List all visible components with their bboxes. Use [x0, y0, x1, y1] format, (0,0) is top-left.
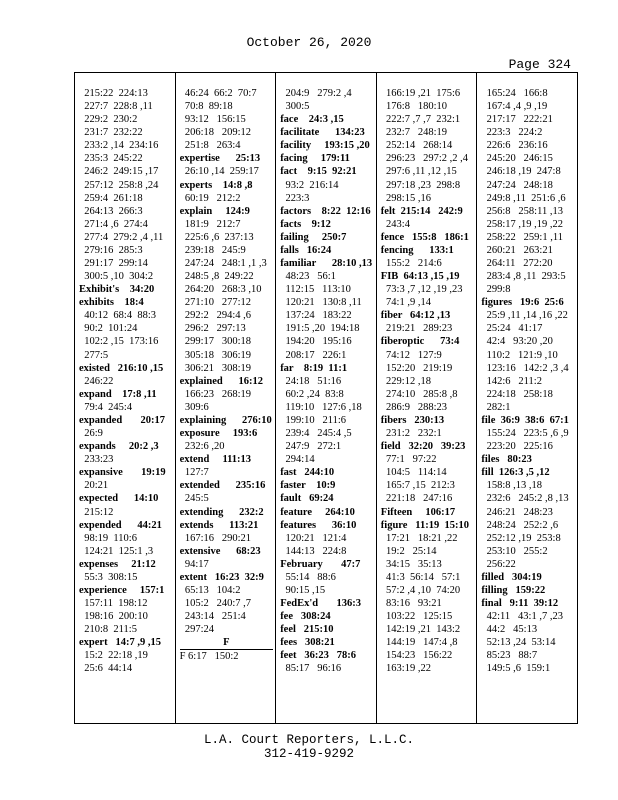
index-entry-line: 155:24 223:5 ,6 ,9 — [481, 428, 569, 440]
index-entry-headword: expertise 25:13 — [179, 153, 261, 165]
index-entry-line: 226:6 236:16 — [481, 140, 548, 152]
index-entry-line: 298:15 ,16 — [380, 192, 431, 204]
index-entry-line: 144:13 224:8 — [280, 545, 347, 557]
index-entry-headword: fact 9:15 92:21 — [280, 166, 357, 178]
index-entry-line: 252:14 268:14 — [380, 140, 453, 152]
index-entry-line: 248:5 ,8 249:22 — [179, 271, 254, 283]
index-entry-line: 243:14 251:4 — [179, 611, 246, 623]
index-entry-line: 48:23 56:1 — [280, 271, 336, 283]
index-entry-headword: filled 304:19 — [481, 571, 542, 583]
index-entry-headword: fault 69:24 — [280, 493, 334, 505]
index-entry-line: 26:9 — [79, 428, 103, 440]
index-entry-line: 94:17 — [179, 558, 209, 570]
index-entry-line: 60:2 ,24 83:8 — [280, 388, 344, 400]
index-column-4 — [376, 73, 477, 723]
index-entry-line: 70:8 89:18 — [179, 101, 233, 113]
index-entry-line: 271:10 277:12 — [179, 297, 252, 309]
index-entry-headword: feet 36:23 78:6 — [280, 650, 356, 662]
index-entry-headword: figures 19:6 25:6 — [481, 297, 564, 309]
index-entry-headword: exposure 193:6 — [179, 428, 258, 440]
index-entry-headword: file 36:9 38:6 67:1 — [481, 414, 569, 426]
index-entry-line: 41:3 56:14 57:1 — [380, 571, 461, 583]
index-entry-line: 215:12 — [79, 506, 114, 518]
index-column-3 — [275, 73, 376, 723]
index-entry-line: 104:5 114:14 — [380, 467, 447, 479]
index-entry-line: 176:8 180:10 — [380, 101, 447, 113]
index-entry-line: 225:6 ,6 237:13 — [179, 231, 254, 243]
index-entry-line: 223:3 224:2 — [481, 127, 543, 139]
index-entry-headword: faster 10:9 — [280, 480, 336, 492]
index-entry-headword: field 32:20 39:23 — [380, 441, 466, 453]
index-entry-headword: explained 16:12 — [179, 375, 264, 387]
index-entry-line: 40:12 68:4 88:3 — [79, 310, 157, 322]
index-entry-headword: facilitate 134:23 — [280, 127, 365, 139]
index-entry-line: 166:23 268:19 — [179, 388, 252, 400]
index-entry-line: 25:6 44:14 — [79, 663, 133, 675]
index-column-1 — [75, 73, 175, 723]
index-entry-line: 309:6 — [179, 401, 209, 413]
index-entry-headword: face 24:3 ,15 — [280, 114, 344, 126]
index-entry-headword: files 80:23 — [481, 454, 532, 466]
index-entry-line: 103:22 125:15 — [380, 611, 453, 623]
index-entry-headword: features 36:10 — [280, 519, 357, 531]
index-entry-line: 257:12 258:8 ,24 — [79, 179, 159, 191]
index-entry-headword: expanded 20:17 — [79, 414, 166, 426]
index-entry-line: 85:23 88:7 — [481, 650, 538, 662]
index-entry-line: 123:16 142:2 ,3 ,4 — [481, 362, 569, 374]
index-entry-line: 154:23 156:22 — [380, 650, 453, 662]
index-entry-line: 15:2 22:18 ,19 — [79, 650, 148, 662]
index-entry-line: 26:10 ,14 259:17 — [179, 166, 259, 178]
index-entry-line: 232:7 248:19 — [380, 127, 447, 139]
index-entry-line: 239:18 245:9 — [179, 244, 246, 256]
index-entry-line: 235:3 245:22 — [79, 153, 143, 165]
index-entry-line: 258:17 ,19 ,19 ,22 — [481, 218, 564, 230]
index-entry-headword: extend 111:13 — [179, 454, 252, 466]
index-entry-headword: fill 126:3 ,5 ,12 — [481, 467, 550, 479]
index-entry-line: 20:21 — [79, 480, 109, 492]
index-entry-headword: feel 215:10 — [280, 624, 334, 636]
index-column-2 — [175, 73, 276, 723]
index-entry-line: 55:3 308:15 — [79, 571, 138, 583]
index-entry-line: 167:16 290:21 — [179, 532, 252, 544]
index-entry-line: 157:11 198:12 — [79, 598, 148, 610]
index-entry-headword: exhibits 18:4 — [79, 297, 144, 309]
index-entry-line: 102:2 ,15 173:16 — [79, 336, 159, 348]
index-entry-headword: extensive 68:23 — [179, 545, 261, 557]
index-entry-headword: expenses 21:12 — [79, 558, 156, 570]
index-entry-line: 19:2 25:14 — [380, 545, 437, 557]
index-entry-line: 112:15 113:10 — [280, 284, 351, 296]
index-entry-headword: feature 264:10 — [280, 506, 355, 518]
index-entry-headword: extended 235:16 — [179, 480, 266, 492]
index-entry-line: 231:2 232:1 — [380, 428, 442, 440]
index-entry-line: 292:2 294:4 ,6 — [179, 310, 252, 322]
index-entry-line: 79:4 245:4 — [79, 401, 133, 413]
index-entry-line: 223:3 — [280, 192, 310, 204]
index-entry-line: 181:9 212:7 — [179, 218, 241, 230]
index-entry-headword: fence 155:8 186:1 — [380, 231, 469, 243]
index-entry-line: F 6:17 150:2 — [179, 651, 239, 663]
index-entry-line: 306:21 308:19 — [179, 362, 252, 374]
index-entry-line: 24:18 51:16 — [280, 375, 342, 387]
index-entry-line: 256:8 258:11 ,13 — [481, 205, 563, 217]
index-entry-line: 253:10 255:2 — [481, 545, 548, 557]
index-entry-headword: experts 14:8 ,8 — [179, 179, 253, 191]
index-entry-line: 42:4 93:20 ,20 — [481, 336, 553, 348]
page-number: Page 324 — [508, 57, 571, 72]
index-entry-line: 249:8 ,11 251:6 ,6 — [481, 192, 566, 204]
index-entry-line: 291:17 299:14 — [79, 258, 148, 270]
index-entry-line: 294:14 — [280, 454, 315, 466]
index-entry-line: 233:23 — [79, 454, 114, 466]
index-entry-line: 77:1 97:22 — [380, 454, 437, 466]
index-entry-headword: February 47:7 — [280, 558, 361, 570]
index-entry-line: 74:1 ,9 ,14 — [380, 297, 431, 309]
index-entry-headword: facts 9:12 — [280, 218, 331, 230]
index-entry-line: 215:22 224:13 — [79, 88, 148, 99]
index-entry-headword: familiar 28:10 ,13 — [280, 258, 373, 270]
index-entry-line: 25:9 ,11 ,14 ,16 ,22 — [481, 310, 568, 322]
index-entry-line: 260:21 263:21 — [481, 244, 553, 256]
index-entry-line: 83:16 93:21 — [380, 598, 442, 610]
index-entry-line: 198:16 200:10 — [79, 611, 148, 623]
index-entry-line: 247:24 248:18 — [481, 179, 553, 191]
index-entry-line: 231:7 232:22 — [79, 127, 143, 139]
index-entry-line: 246:21 248:23 — [481, 506, 553, 518]
index-entry-headword: expended 44:21 — [79, 519, 162, 531]
index-entry-line: 296:2 297:13 — [179, 323, 246, 335]
index-entry-line: 264:13 266:3 — [79, 205, 143, 217]
index-entry-headword: extent 16:23 32:9 — [179, 571, 264, 583]
index-entry-line: 127:7 — [179, 467, 209, 479]
index-entry-headword: F — [180, 636, 274, 650]
index-entry-line: 247:9 272:1 — [280, 441, 342, 453]
index-entry-line: 155:2 214:6 — [380, 258, 442, 270]
index-entry-line: 299:8 — [481, 284, 511, 296]
index-entry-line: 227:7 228:8 ,11 — [79, 101, 153, 113]
index-entry-line: 239:4 245:4 ,5 — [280, 428, 352, 440]
index-entry-headword: failing 250:7 — [280, 231, 347, 243]
index-entry-headword: extending 232:2 — [179, 506, 264, 518]
index-entry-line: 277:5 — [79, 349, 109, 361]
index-entry-line: 229:12 ,18 — [380, 375, 431, 387]
index-entry-headword: facing 179:11 — [280, 153, 350, 165]
index-entry-line: 124:21 125:1 ,3 — [79, 545, 154, 557]
index-entry-line: 93:12 156:15 — [179, 114, 246, 126]
index-entry-line: 34:15 35:13 — [380, 558, 442, 570]
index-entry-headword: Fifteen 106:17 — [380, 506, 456, 518]
index-entry-line: 246:18 ,19 247:8 — [481, 166, 561, 178]
index-entry-line: 224:18 258:18 — [481, 388, 553, 400]
index-entry-line: 256:22 — [481, 558, 516, 570]
index-entry-line: 110:2 121:9 ,10 — [481, 349, 558, 361]
index-entry-line: 300:5 ,10 304:2 — [79, 271, 154, 283]
index-entry-line: 90:15 ,15 — [280, 584, 326, 596]
index-entry-line: 297:6 ,11 ,12 ,15 — [380, 166, 457, 178]
index-entry-line: 42:11 43:1 ,7 ,23 — [481, 611, 563, 623]
index-entry-headword: FedEx'd 136:3 — [280, 598, 361, 610]
index-entry-line: 296:23 297:2 ,2 ,4 — [380, 153, 468, 165]
index-entry-line: 210:8 211:5 — [79, 624, 137, 636]
index-entry-line: 246:22 — [79, 375, 114, 387]
index-entry-headword: expansive 19:19 — [79, 467, 166, 479]
index-entry-line: 258:22 259:1 ,11 — [481, 231, 563, 243]
index-entry-line: 165:24 166:8 — [481, 88, 548, 99]
index-column-5 — [476, 73, 577, 723]
index-entry-line: 217:17 222:21 — [481, 114, 553, 126]
index-entry-headword: fibers 230:13 — [380, 414, 445, 426]
index-entry-headword: expand 17:8 ,11 — [79, 388, 157, 400]
index-entry-line: 98:19 110:6 — [79, 532, 137, 544]
index-entry-line: 271:4 ,6 274:4 — [79, 218, 148, 230]
index-entry-line: 85:17 96:16 — [280, 663, 342, 675]
index-entry-line: 17:21 18:21 ,22 — [380, 532, 458, 544]
index-entry-headword: fiber 64:12 ,13 — [380, 310, 451, 322]
index-entry-line: 233:2 ,14 234:16 — [79, 140, 159, 152]
index-entry-headword: fee 308:24 — [280, 611, 331, 623]
index-entry-line: 232:6 245:2 ,8 ,13 — [481, 493, 569, 505]
index-entry-headword: felt 215:14 242:9 — [380, 205, 463, 217]
index-entry-line: 65:13 104:2 — [179, 584, 241, 596]
index-entry-line: 52:13 ,24 53:14 — [481, 637, 556, 649]
index-entry-headword: expected 14:10 — [79, 493, 159, 505]
index-entry-line: 247:24 248:1 ,1 ,3 — [179, 258, 267, 270]
reporter-name: L.A. Court Reporters, L.L.C. — [203, 733, 415, 747]
index-entry-headword: Exhibit's 34:20 — [79, 284, 155, 296]
index-entry-headword: fast 244:10 — [280, 467, 335, 479]
index-entry-headword: fees 308:21 — [280, 637, 335, 649]
index-entry-headword: far 8:19 11:1 — [280, 362, 348, 374]
index-entry-line: 259:4 261:18 — [79, 192, 143, 204]
index-entry-headword: falls 16:24 — [280, 244, 332, 256]
index-entry-headword: expands 20:2 ,3 — [79, 441, 159, 453]
index-entry-line: 248:24 252:2 ,6 — [481, 519, 559, 531]
index-entry-line: 149:5 ,6 159:1 — [481, 663, 551, 675]
index-entry-line: 283:4 ,8 ,11 293:5 — [481, 271, 566, 283]
index-entry-headword: figure 11:19 15:10 — [380, 519, 469, 531]
index-frame — [74, 72, 578, 724]
index-entry-line: 152:20 219:19 — [380, 362, 453, 374]
index-entry-line: 208:17 226:1 — [280, 349, 347, 361]
index-entry-line: 245:20 246:15 — [481, 153, 553, 165]
index-entry-headword: extends 113:21 — [179, 519, 259, 531]
index-entry-line: 25:24 41:17 — [481, 323, 543, 335]
index-entry-line: 264:11 272:20 — [481, 258, 553, 270]
index-entry-headword: final 9:11 39:12 — [481, 598, 559, 610]
index-entry-headword: factors 8:22 12:16 — [280, 205, 371, 217]
index-entry-line: 297:18 ,23 298:8 — [380, 179, 461, 191]
index-entry-line: 120:21 121:4 — [280, 532, 347, 544]
index-entry-line: 300:5 — [280, 101, 310, 113]
index-entry-line: 229:2 230:2 — [79, 114, 138, 126]
index-entry-headword: facility 193:15 ,20 — [280, 140, 370, 152]
index-entry-line: 245:5 — [179, 493, 209, 505]
index-entry-line: 55:14 88:6 — [280, 571, 336, 583]
index-entry-line: 279:16 285:3 — [79, 244, 143, 256]
index-entry-line: 252:12 ,19 253:8 — [481, 532, 561, 544]
index-entry-line: 166:19 ,21 175:6 — [380, 88, 461, 99]
index-entry-line: 57:2 ,4 ,10 74:20 — [380, 584, 461, 596]
index-entry-line: 305:18 306:19 — [179, 349, 252, 361]
index-entry-line: 167:4 ,4 ,9 ,19 — [481, 101, 548, 113]
index-entry-line: 194:20 195:16 — [280, 336, 352, 348]
index-entry-line: 223:20 225:16 — [481, 441, 553, 453]
index-entry-headword: explain 124:9 — [179, 205, 250, 217]
index-entry-line: 206:18 209:12 — [179, 127, 252, 139]
index-entry-line: 243:4 — [380, 218, 410, 230]
index-entry-line: 105:2 240:7 ,7 — [179, 598, 252, 610]
index-entry-line: 165:7 ,15 212:3 — [380, 480, 455, 492]
index-entry-headword: existed 216:10 ,15 — [79, 362, 164, 374]
index-entry-line: 222:7 ,7 ,7 232:1 — [380, 114, 461, 126]
index-entry-line: 120:21 130:8 ,11 — [280, 297, 362, 309]
index-entry-line: 204:9 279:2 ,4 — [280, 88, 352, 99]
index-entry-headword: fiberoptic 73:4 — [380, 336, 460, 348]
index-entry-line: 119:10 127:6 ,18 — [280, 401, 362, 413]
index-entry-line: 299:17 300:18 — [179, 336, 252, 348]
index-entry-line: 251:8 263:4 — [179, 140, 241, 152]
index-entry-line: 137:24 183:22 — [280, 310, 352, 322]
index-entry-line: 297:24 — [179, 624, 215, 636]
index-entry-line: 44:2 45:13 — [481, 624, 538, 636]
index-entry-line: 163:19 ,22 — [380, 663, 431, 675]
index-entry-line: 73:3 ,7 ,12 ,19 ,23 — [380, 284, 463, 296]
index-entry-line: 60:19 212:2 — [179, 192, 241, 204]
index-entry-headword: fencing 133:1 — [380, 244, 454, 256]
index-entry-line: 74:12 127:9 — [380, 349, 442, 361]
index-entry-line: 274:10 285:8 ,8 — [380, 388, 458, 400]
index-entry-line: 142:6 211:2 — [481, 375, 542, 387]
index-entry-line: 264:20 268:3 ,10 — [179, 284, 262, 296]
index-entry-line: 93:2 216:14 — [280, 179, 339, 191]
reporter-phone: 312-419-9292 — [263, 747, 354, 761]
index-entry-line: 90:2 101:24 — [79, 323, 138, 335]
index-entry-line: 219:21 289:23 — [380, 323, 453, 335]
index-entry-line: 246:2 249:15 ,17 — [79, 166, 159, 178]
index-entry-line: 191:5 ,20 194:18 — [280, 323, 360, 335]
index-entry-line: 277:4 279:2 ,4 ,11 — [79, 231, 164, 243]
transcript-date: October 26, 2020 — [246, 35, 372, 50]
index-entry-headword: FIB 64:13 ,15 ,19 — [380, 271, 460, 283]
index-entry-line: 282:1 — [481, 401, 511, 413]
index-entry-line: 46:24 66:2 70:7 — [179, 88, 257, 99]
index-entry-line: 199:10 211:6 — [280, 414, 347, 426]
index-entry-headword: filling 159:22 — [481, 584, 546, 596]
index-entry-headword: expert 14:7 ,9 ,15 — [79, 637, 161, 649]
index-entry-headword: explaining 276:10 — [179, 414, 272, 426]
index-entry-line: 142:19 ,21 143:2 — [380, 624, 461, 636]
index-entry-line: 144:19 147:4 ,8 — [380, 637, 458, 649]
index-entry-line: 158:8 ,13 ,18 — [481, 480, 543, 492]
index-entry-line: 286:9 288:23 — [380, 401, 447, 413]
index-entry-headword: experience 157:1 — [79, 584, 165, 596]
index-entry-line: 232:6 ,20 — [179, 441, 225, 453]
index-entry-line: 221:18 247:16 — [380, 493, 453, 505]
